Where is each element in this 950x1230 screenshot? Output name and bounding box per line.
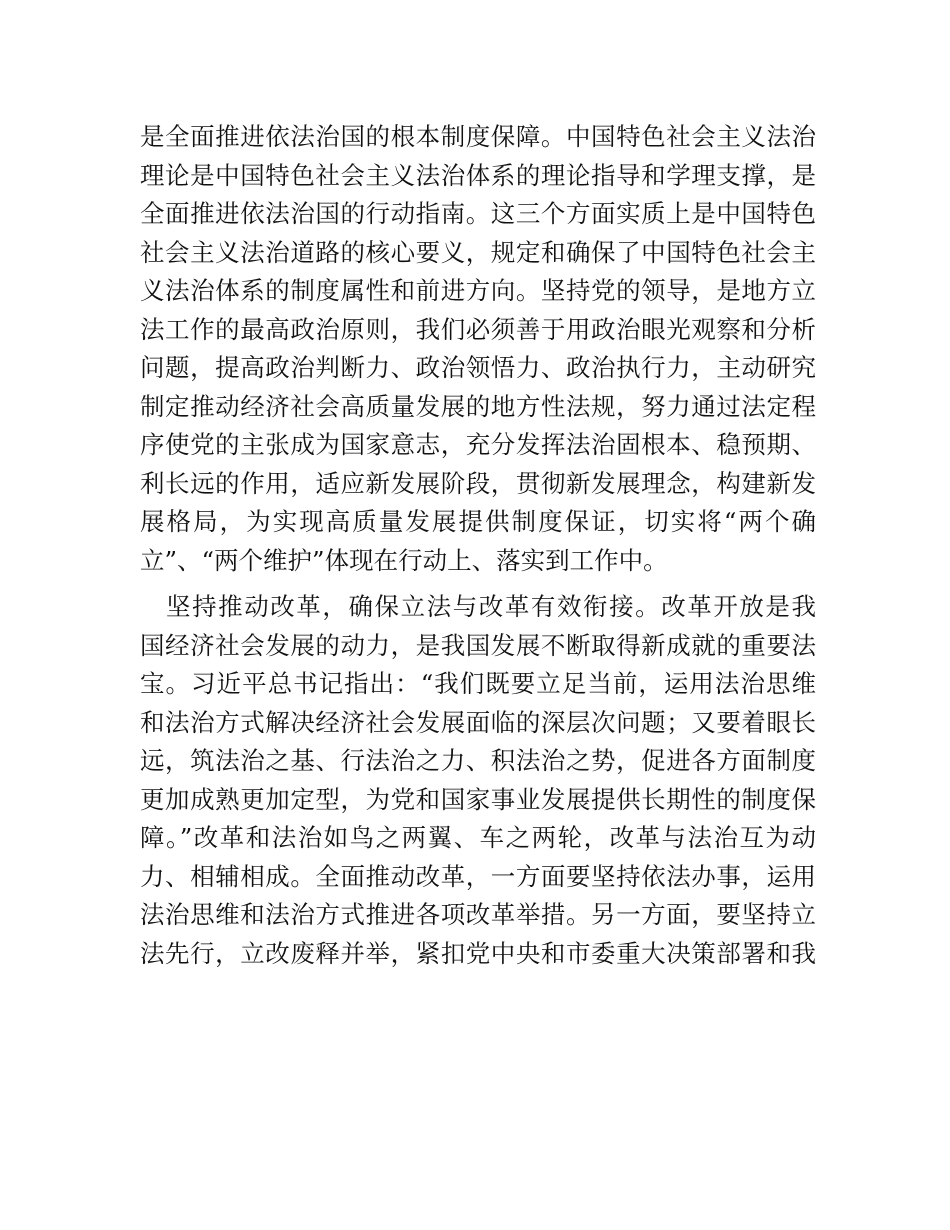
text-line: 坚持推动改革，确保立法与改革有效衔接。改革开放是我 xyxy=(140,592,816,621)
text-line: 是全面推进依法治国的根本制度保障。中国特色社会主义法治 xyxy=(140,122,816,151)
text-line: 和法治方式解决经济社会发展面临的深层次问题；又要着眼长 xyxy=(140,707,816,737)
text-line: 远，筑法治之基、行法治之力、积法治之势，促进各方面制度 xyxy=(140,746,816,775)
text-line: 全面推进依法治国的行动指南。这三个方面实质上是中国特色 xyxy=(140,199,816,228)
text-line: 展格局，为实现高质量发展提供制度保证，切实将“两个确 xyxy=(140,507,816,536)
text-line: 更加成熟更加定型，为党和国家事业发展提供长期性的制度保 xyxy=(140,784,816,814)
text-line: 制定推动经济社会高质量发展的地方性法规，努力通过法定程 xyxy=(140,391,816,421)
text-line: 序使党的主张成为国家意志，充分发挥法治固根本、稳预期、 xyxy=(140,430,816,459)
paragraph-1 xyxy=(140,118,816,580)
text-line: 社会主义法治道路的核心要义，规定和确保了中国特色社会主 xyxy=(140,237,816,267)
text-line: 障。”改革和法治如鸟之两翼、车之两轮，改革与法治互为动 xyxy=(140,823,816,852)
text-line: 法工作的最高政治原则，我们必须善于用政治眼光观察和分析 xyxy=(140,314,816,344)
paragraph-spacer xyxy=(140,580,816,588)
text-line: 力、相辅相成。全面推动改革，一方面要坚持依法办事，运用 xyxy=(140,861,816,891)
text-line: 宝。习近平总书记指出：“我们既要立足当前，运用法治思维 xyxy=(140,669,816,698)
text-line: 利长远的作用，适应新发展阶段，贯彻新发展理念，构建新发 xyxy=(140,468,816,498)
text-line: 法先行，立改废释并举，紧扣党中央和市委重大决策部署和我 xyxy=(140,938,816,968)
text-line: 理论是中国特色社会主义法治体系的理论指导和学理支撑，是 xyxy=(140,160,816,190)
text-line: 立”、“两个维护”体现在行动上、落实到工作中。 xyxy=(140,545,668,575)
paragraph-2 xyxy=(140,588,816,973)
text-line: 法治思维和法治方式推进各项改革举措。另一方面，要坚持立 xyxy=(140,900,816,929)
document-body xyxy=(140,118,816,973)
text-line: 义法治体系的制度属性和前进方向。坚持党的领导，是地方立 xyxy=(140,276,816,305)
text-line: 问题，提高政治判断力、政治领悟力、政治执行力，主动研究 xyxy=(140,353,816,382)
text-line: 国经济社会发展的动力，是我国发展不断取得新成就的重要法 xyxy=(140,630,816,660)
